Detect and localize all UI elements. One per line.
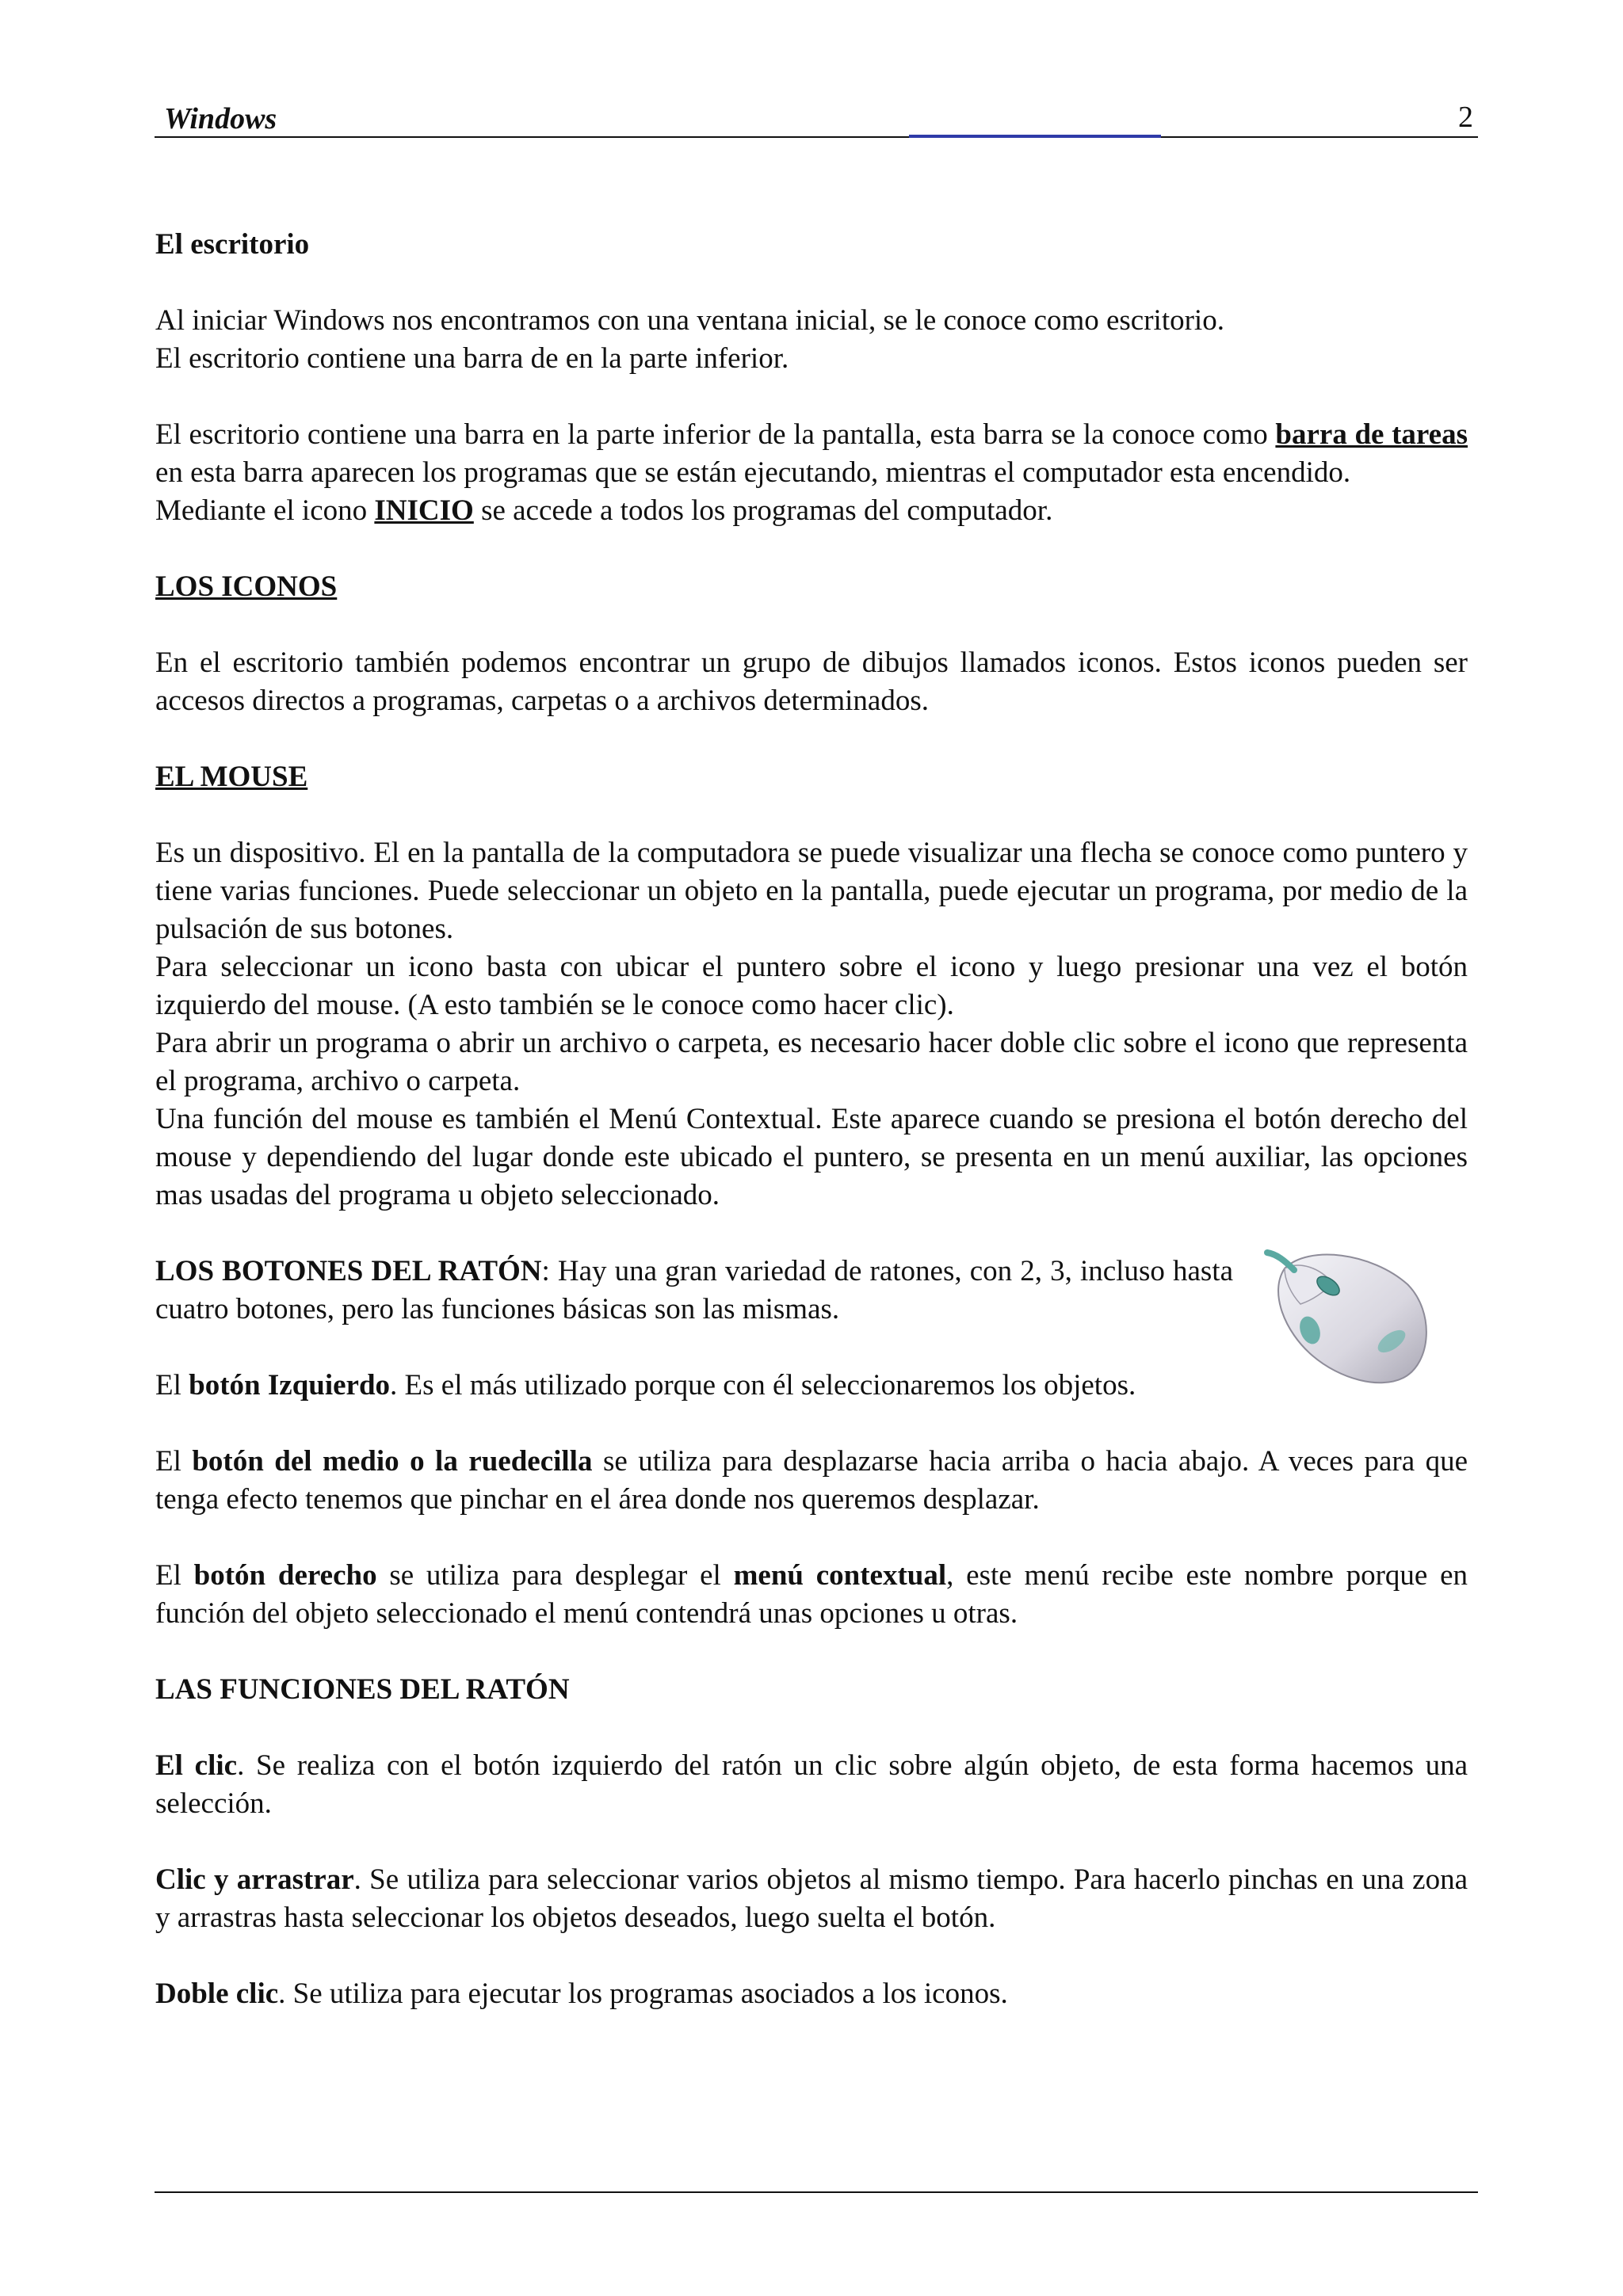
- paragraph: [155, 1367, 1233, 1405]
- paragraph: [155, 302, 1468, 378]
- section-heading-mouse: EL MOUSE: [155, 761, 308, 793]
- section-heading-funciones: LAS FUNCIONES DEL RATÓN: [155, 1673, 570, 1706]
- section-heading-iconos: LOS ICONOS: [155, 570, 338, 603]
- text-run: . Se utiliza para seleccionar varios objetos al mismo tiempo. Para hacerlo pinchas en una zona y arrastras hasta seleccionar los objetos deseados, luego suelta el botón.: [155, 1863, 1468, 1934]
- term-boton-derecho: botón derecho: [193, 1559, 377, 1592]
- section-heading-escritorio: El escritorio: [155, 228, 310, 261]
- document-body: [155, 226, 1468, 2013]
- term-boton-del-medio: botón del medio o la ruedecilla: [192, 1445, 593, 1478]
- text-run: . Se utiliza para ejecutar los programas asociados a los iconos.: [278, 1978, 1008, 2010]
- text-run: El: [155, 1445, 181, 1478]
- text-run: Mediante el icono: [155, 494, 368, 527]
- text-run: , este menú recibe este nombre porque en función del objeto seleccionado el menú contendrá unas opciones u otras.: [155, 1559, 1468, 1630]
- text-run: El: [155, 1369, 181, 1402]
- term-el-clic: El clic: [155, 1749, 238, 1782]
- text-run: se utiliza para desplazarse hacia arriba o hacia abajo. A veces para que tenga efecto tenemos que pinchar en el área donde nos queremos desplazar.: [155, 1445, 1468, 1516]
- text-line: Al iniciar Windows nos encontramos con una ventana inicial, se le conoce como escritorio.: [155, 304, 1224, 337]
- header-rule: [155, 136, 1478, 138]
- header-title: Windows: [164, 102, 277, 135]
- paragraph: Es un dispositivo. El en la pantalla de la computadora se puede visualizar una flecha se conoce como puntero y tiene varias funciones. Puede seleccionar un objeto en la pantalla, puede ejecutar un programa, por medio de la pulsación de sus botones.: [155, 837, 1468, 945]
- footer-rule: [155, 2191, 1478, 2193]
- text-line: El escritorio contiene una barra de en la parte inferior.: [155, 342, 789, 375]
- page-number: 2: [1458, 101, 1473, 134]
- term-menu-contextual: menú contextual: [733, 1559, 947, 1592]
- term-doble-clic: Doble clic: [155, 1978, 279, 2010]
- mouse-buttons-section: [155, 1253, 1468, 1405]
- paragraph: [155, 416, 1468, 492]
- term-inicio: INICIO: [374, 494, 474, 527]
- term-barra-de-tareas: barra de tareas: [1275, 418, 1468, 451]
- paragraph: [155, 1557, 1468, 1633]
- text-run: . Es el más utilizado porque con él seleccionaremos los objetos.: [390, 1369, 1136, 1402]
- text-run: : Hay una gran variedad de ratones, con 2, 3, incluso hasta cuatro botones, pero las funciones básicas son las mismas.: [155, 1255, 1233, 1325]
- text-run: se utiliza para desplegar el: [389, 1559, 721, 1592]
- paragraph: [155, 1975, 1468, 2013]
- paragraph: Una función del mouse es también el Menú Contextual. Este aparece cuando se presiona el botón derecho del mouse y dependiendo del lugar donde este ubicado el puntero, se presenta en un menú auxiliar, las opciones mas usadas del programa u objeto seleccionado.: [155, 1103, 1468, 1211]
- computer-mouse-image: [1253, 1237, 1443, 1395]
- paragraph: Para abrir un programa o abrir un archivo o carpeta, es necesario hacer doble clic sobre el icono que representa el programa, archivo o carpeta.: [155, 1027, 1468, 1097]
- paragraph: En el escritorio también podemos encontrar un grupo de dibujos llamados iconos. Estos iconos pueden ser accesos directos a programas, carpetas o a archivos determinados.: [155, 646, 1468, 717]
- paragraph: [155, 1253, 1233, 1329]
- term-clic-y-arrastrar: Clic y arrastrar: [155, 1863, 354, 1896]
- page-header: [155, 97, 1478, 138]
- paragraph: Para seleccionar un icono basta con ubicar el puntero sobre el icono y luego presionar una vez el botón izquierdo del mouse. (A esto también se le conoce como hacer clic).: [155, 951, 1468, 1021]
- paragraph: [155, 492, 1468, 530]
- text-run: en esta barra aparecen los programas que se están ejecutando, mientras el computador esta encendido.: [155, 456, 1351, 489]
- paragraph: [155, 1861, 1468, 1937]
- term-botones-del-raton: LOS BOTONES DEL RATÓN: [155, 1255, 542, 1287]
- paragraph: [155, 1443, 1468, 1519]
- text-run: se accede a todos los programas del computador.: [481, 494, 1053, 527]
- text-run: El escritorio contiene una barra en la parte inferior de la pantalla, esta barra se la conoce como: [155, 418, 1268, 451]
- text-run: El: [155, 1559, 181, 1592]
- term-boton-izquierdo: botón Izquierdo: [189, 1369, 391, 1402]
- paragraph: [155, 1747, 1468, 1823]
- header-accent-line: [909, 135, 1161, 138]
- text-run: . Se realiza con el botón izquierdo del ratón un clic sobre algún objeto, de esta forma hacemos una selección.: [155, 1749, 1468, 1820]
